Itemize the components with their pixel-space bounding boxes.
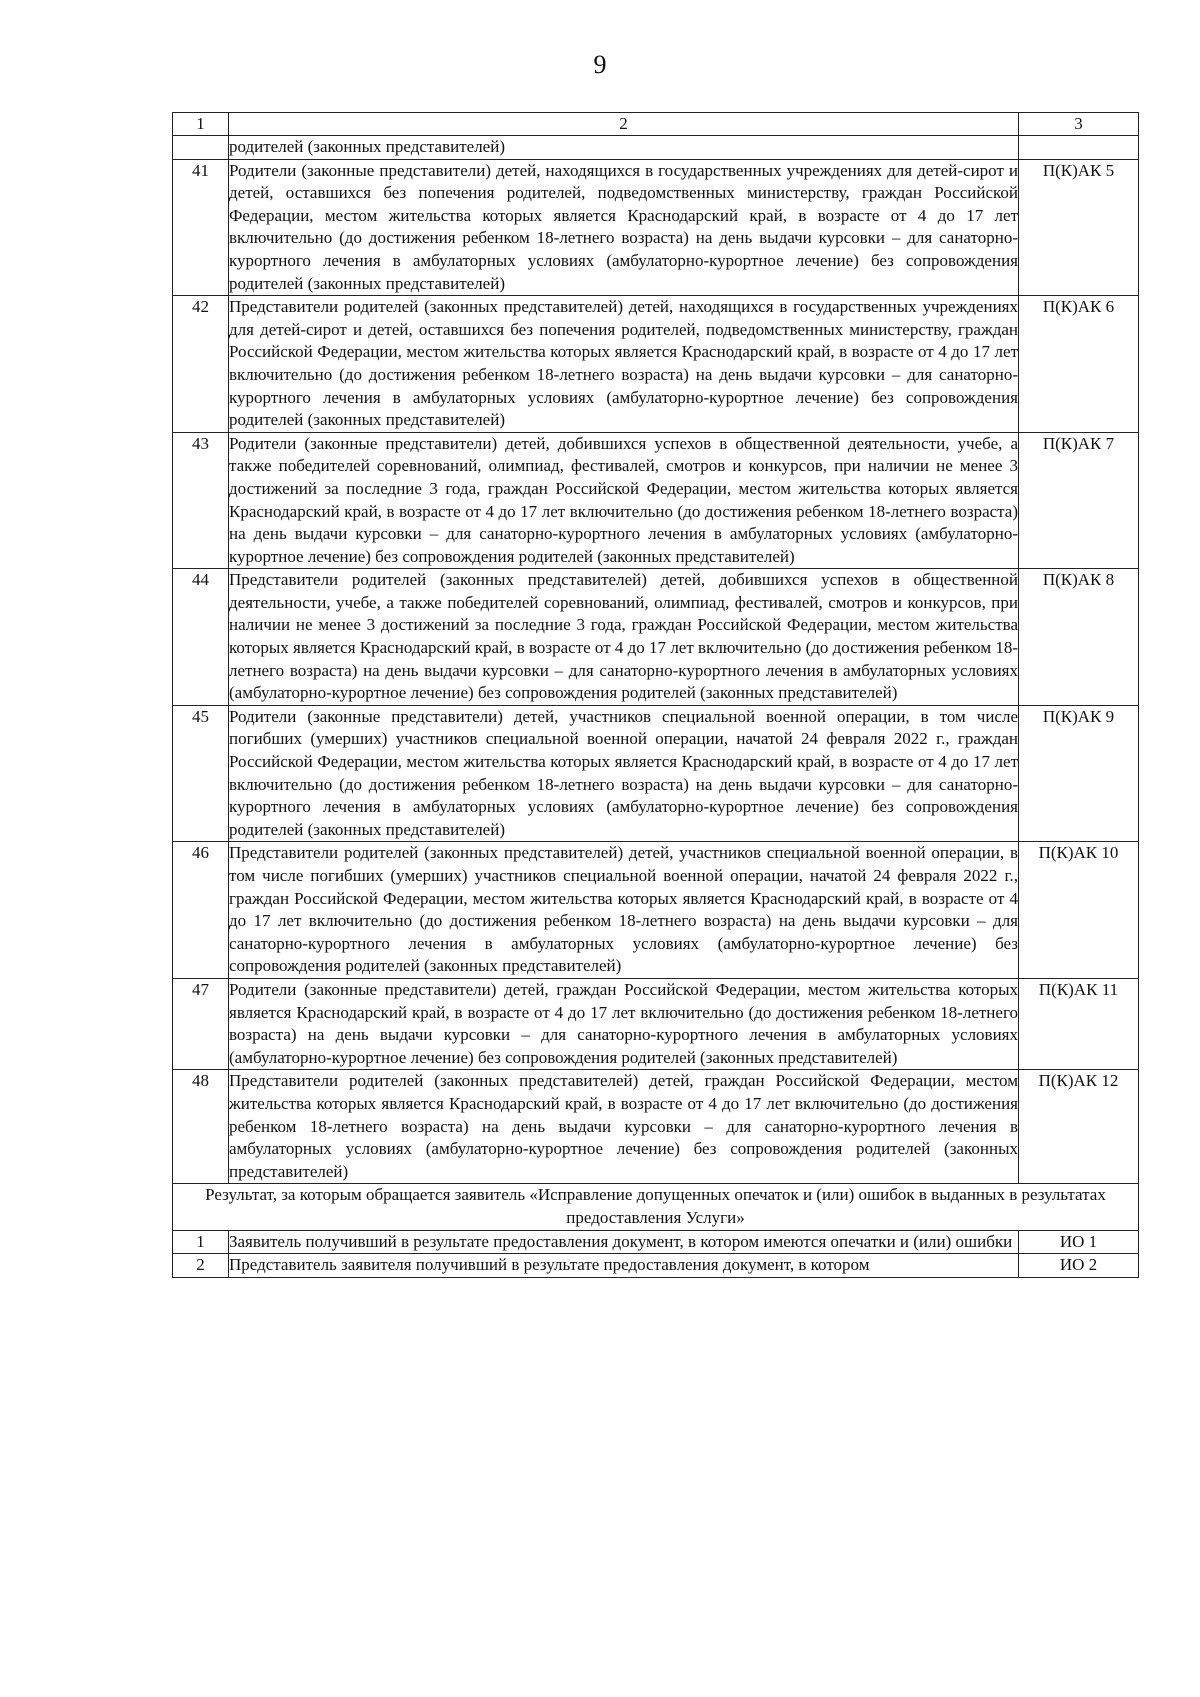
row-number: 43	[173, 432, 229, 569]
table-row	[173, 842, 1139, 979]
row-code: ИО 2	[1019, 1254, 1139, 1278]
row-description: Представители родителей (законных представителей) детей, находящихся в государственных учреждениях для детей-сирот и детей, оставшихся без попечения родителей, подведомственных министерству, граждан Российской Федерации, местом жительства которых является Краснодарский край, в возрасте от 4 до 17 лет включительно (до достижения ребенком 18-летнего возраста) на день выдачи курсовки – для санаторно-курортного лечения в амбулаторных условиях (амбулаторно-курортное лечение) без сопровождения родителей (законных представителей)	[229, 296, 1019, 433]
row-number: 45	[173, 705, 229, 842]
table-row	[173, 569, 1139, 706]
row-description: родителей (законных представителей)	[229, 136, 1019, 160]
row-number: 46	[173, 842, 229, 979]
table-row	[173, 136, 1139, 160]
row-number: 44	[173, 569, 229, 706]
table-row	[173, 705, 1139, 842]
row-description: Родители (законные представители) детей, участников специальной военной операции, в том числе погибших (умерших) участников специальной военной операции, начатой 24 февраля 2022 г., граждан Российской Федерации, местом жительства которых является Краснодарский край, в возрасте от 4 до 17 лет включительно (до достижения ребенком 18-летнего возраста) на день выдачи курсовки – для санаторно-курортного лечения в амбулаторных условиях (амбулаторно-курортное лечение) без сопровождения родителей (законных представителей)	[229, 705, 1019, 842]
section-title: Результат, за которым обращается заявитель «Исправление допущенных опечаток и (или) ошибок в выданных в результатах предоставления Услуги»	[173, 1184, 1139, 1230]
row-code: П(К)АК 5	[1019, 159, 1139, 296]
row-number: 48	[173, 1070, 229, 1184]
row-code: П(К)АК 12	[1019, 1070, 1139, 1184]
row-number: 2	[173, 1254, 229, 1278]
row-description: Родители (законные представители) детей, граждан Российской Федерации, местом жительства которых является Краснодарский край, в возрасте от 4 до 17 лет включительно (до достижения ребенком 18-летнего возраста) на день выдачи курсовки – для санаторно-курортного лечения в амбулаторных условиях (амбулаторно-курортное лечение) без сопровождения родителей (законных представителей)	[229, 978, 1019, 1069]
row-description: Представитель заявителя получивший в результате предоставления документ, в котором	[229, 1254, 1019, 1278]
row-number: 41	[173, 159, 229, 296]
column-header: 3	[1019, 113, 1139, 136]
column-header: 2	[229, 113, 1019, 136]
row-code: ИО 1	[1019, 1230, 1139, 1254]
row-code: П(К)АК 9	[1019, 705, 1139, 842]
table-row	[173, 1230, 1139, 1254]
row-description: Родители (законные представители) детей, добившихся успехов в общественной деятельности, учебе, а также победителей соревнований, олимпиад, фестивалей, смотров и конкурсов, при наличии не менее 3 достижений за последние 3 года, граждан Российской Федерации, местом жительства которых является Краснодарский край, в возрасте от 4 до 17 лет включительно (до достижения ребенком 18-летнего возраста) на день выдачи курсовки – для санаторно-курортного лечения в амбулаторных условиях (амбулаторно-курортное лечение) без сопровождения родителей (законных представителей)	[229, 432, 1019, 569]
table-row	[173, 1254, 1139, 1278]
table-row	[173, 1070, 1139, 1184]
row-code: П(К)АК 11	[1019, 978, 1139, 1069]
row-code: П(К)АК 7	[1019, 432, 1139, 569]
row-description: Родители (законные представители) детей, находящихся в государственных учреждениях для детей-сирот и детей, оставшихся без попечения родителей, подведомственных министерству, граждан Российской Федерации, местом жительства которых является Краснодарский край, в возрасте от 4 до 17 лет включительно (до достижения ребенком 18-летнего возраста) на день выдачи курсовки – для санаторно-курортного лечения в амбулаторных условиях (амбулаторно-курортное лечение) без сопровождения родителей (законных представителей)	[229, 159, 1019, 296]
row-code: П(К)АК 10	[1019, 842, 1139, 979]
table-row	[173, 432, 1139, 569]
table-row	[173, 978, 1139, 1069]
section-header-row	[173, 1184, 1139, 1230]
column-header: 1	[173, 113, 229, 136]
row-code: П(К)АК 8	[1019, 569, 1139, 706]
table-row	[173, 296, 1139, 433]
row-number	[173, 136, 229, 160]
row-number: 1	[173, 1230, 229, 1254]
table-row	[173, 159, 1139, 296]
table-header-row	[173, 113, 1139, 136]
row-number: 47	[173, 978, 229, 1069]
page-number: 9	[593, 50, 607, 79]
applicants-table	[172, 112, 1139, 1278]
row-description: Представители родителей (законных представителей) детей, участников специальной военной операции, в том числе погибших (умерших) участников специальной военной операции, начатой 24 февраля 2022 г., граждан Российской Федерации, местом жительства которых является Краснодарский край, в возрасте от 4 до 17 лет включительно (до достижения ребенком 18-летнего возраста) на день выдачи курсовки – для санаторно-курортного лечения в амбулаторных условиях (амбулаторно-курортное лечение) без сопровождения родителей (законных представителей)	[229, 842, 1019, 979]
row-number: 42	[173, 296, 229, 433]
row-description: Заявитель получивший в результате предоставления документ, в котором имеются опечатки и (или) ошибки	[229, 1230, 1019, 1254]
row-code	[1019, 136, 1139, 160]
row-description: Представители родителей (законных представителей) детей, добившихся успехов в общественной деятельности, учебе, а также победителей соревнований, олимпиад, фестивалей, смотров и конкурсов, при наличии не менее 3 достижений за последние 3 года, граждан Российской Федерации, местом жительства которых является Краснодарский край, в возрасте от 4 до 17 лет включительно (до достижения ребенком 18-летнего возраста) на день выдачи курсовки – для санаторно-курортного лечения в амбулаторных условиях (амбулаторно-курортное лечение) без сопровождения родителей (законных представителей)	[229, 569, 1019, 706]
row-description: Представители родителей (законных представителей) детей, граждан Российской Федерации, местом жительства которых является Краснодарский край, в возрасте от 4 до 17 лет включительно (до достижения ребенком 18-летнего возраста) на день выдачи курсовки – для санаторно-курортного лечения в амбулаторных условиях (амбулаторно-курортное лечение) без сопровождения родителей (законных представителей)	[229, 1070, 1019, 1184]
row-code: П(К)АК 6	[1019, 296, 1139, 433]
